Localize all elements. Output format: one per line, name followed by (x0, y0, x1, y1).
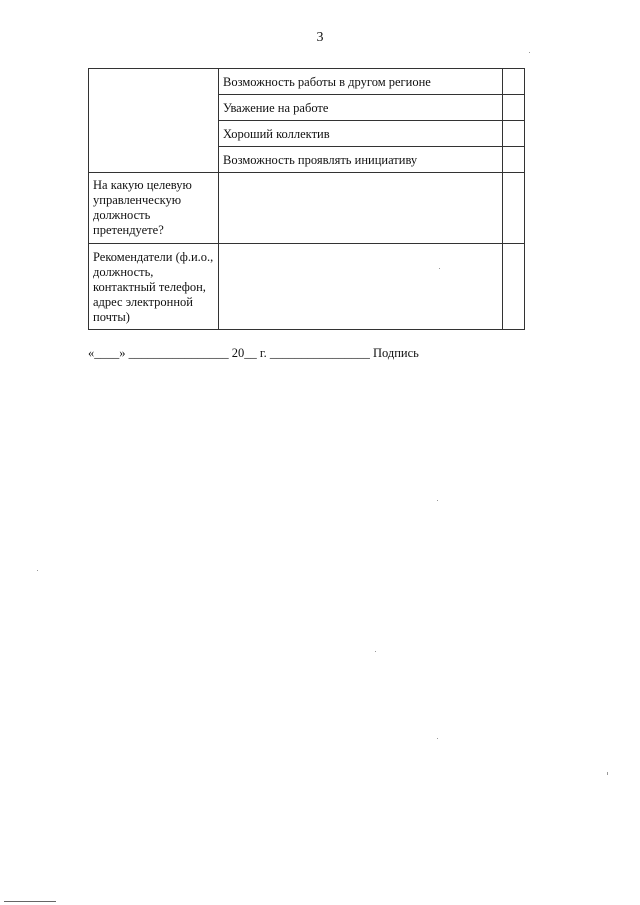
questionnaire-table (88, 68, 525, 330)
empty-label-cell (89, 69, 219, 173)
table-row (89, 244, 525, 330)
target-position-question: На какую целевую управленческую должность претендуете? (89, 173, 219, 244)
table-row (89, 173, 525, 244)
scan-speck (437, 500, 438, 501)
option-label: Хороший коллектив (219, 121, 503, 147)
answer-cell (503, 173, 525, 244)
option-label: Возможность проявлять инициативу (219, 147, 503, 173)
scan-speck (439, 268, 440, 269)
answer-cell (503, 147, 525, 173)
scan-speck (37, 570, 38, 571)
table-row (89, 69, 525, 95)
answer-cell (503, 121, 525, 147)
scan-speck (529, 52, 530, 53)
date-signature-line: «____» ________________ 20__ г. ________________ Подпись (88, 346, 419, 360)
referees-answer (219, 244, 503, 330)
footer-rule (4, 901, 56, 902)
referees-question: Рекомендатели (ф.и.о., должность, контактный телефон, адрес электронной почты) (89, 244, 219, 330)
option-label: Возможность работы в другом регионе (219, 69, 503, 95)
answer-cell (503, 95, 525, 121)
scan-speck (607, 772, 608, 775)
answer-cell (503, 244, 525, 330)
target-position-answer (219, 173, 503, 244)
scan-speck (437, 738, 438, 739)
scan-speck (375, 651, 376, 652)
option-label: Уважение на работе (219, 95, 503, 121)
answer-cell (503, 69, 525, 95)
page-number: 3 (316, 30, 324, 45)
